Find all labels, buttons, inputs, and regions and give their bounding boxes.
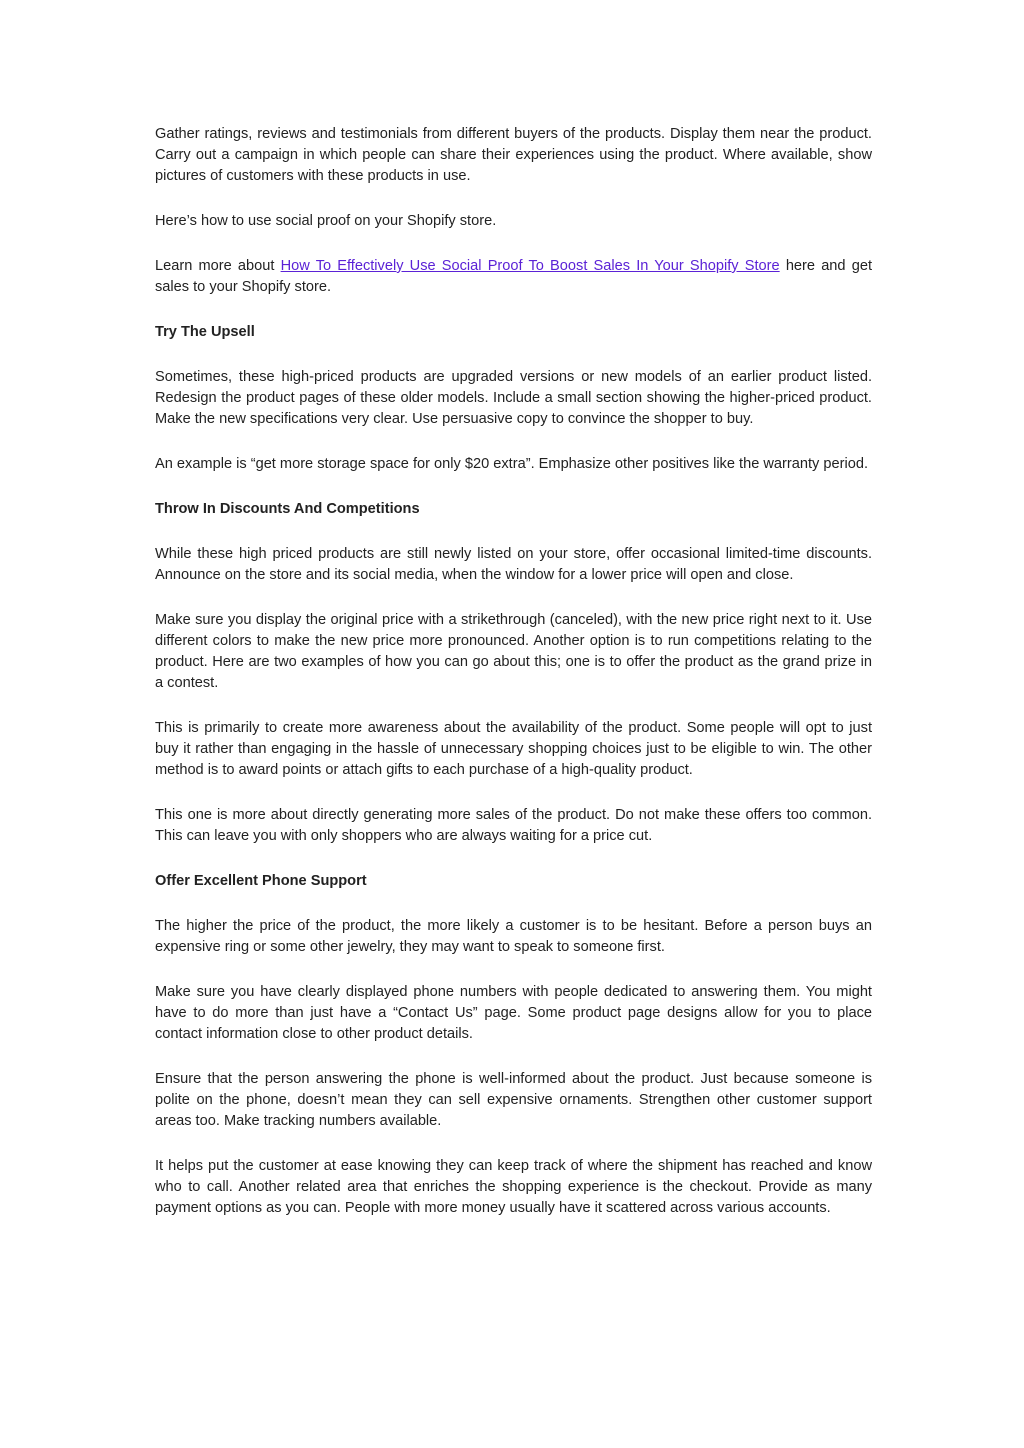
paragraph-hesitant-customer: The higher the price of the product, the more likely a customer is to be hesitant. Before a person buys an expensive ring or some other jewelry, they may want to speak to someone first. <box>155 918 872 955</box>
paragraph-upsell-example: An example is “get more storage space for only $20 extra”. Emphasize other positives like the warranty period. <box>155 456 869 472</box>
paragraph-awareness: This is primarily to create more awareness about the availability of the product. Some people will opt to just buy it rather than engaging in the hassle of unnecessary shopping choices just to be eligible to win. The other method is to award points or attach gifts to each purchase of a high-quality product. <box>155 720 872 778</box>
learn-more-prefix: Learn more about <box>155 258 281 274</box>
paragraph-offers-not-common: This one is more about directly generating more sales of the product. Do not make these offers too common. This can leave you with only shoppers who are always waiting for a price cut. <box>155 807 872 844</box>
paragraph-phone-numbers: Make sure you have clearly displayed phone numbers with people dedicated to answering them. You might have to do more than just have a “Contact Us” page. Some product page designs allow for you to place contact information close to other product details. <box>155 984 872 1042</box>
learn-more-suffix: here and get sales to your Shopify store. <box>155 258 872 295</box>
paragraph-strikethrough-price: Make sure you display the original price with a strikethrough (canceled), with the new price right next to it. Use different colors to make the new price more pronounced. Another option is to run competitions relating to the product. Here are two examples of how you can go about this; one is to offer the product as the grand prize in a contest. <box>155 612 872 691</box>
heading-discounts-competitions: Throw In Discounts And Competitions <box>155 501 420 517</box>
paragraph-social-proof-how: Here’s how to use social proof on your Shopify store. <box>155 213 497 229</box>
paragraph-ratings-reviews: Gather ratings, reviews and testimonials from different buyers of the products. Display them near the product. Carry out a campaign in which people can share their experiences using the product. Where available, show pictures of customers with these products in use. <box>155 126 872 184</box>
social-proof-article-link[interactable]: How To Effectively Use Social Proof To Boost Sales In Your Shopify Store <box>280 258 780 274</box>
document-body <box>155 124 872 1243</box>
heading-try-the-upsell: Try The Upsell <box>155 324 255 340</box>
paragraph-limited-time-discounts: While these high priced products are still newly listed on your store, offer occasional limited-time discounts. Announce on the store and its social media, when the window for a lower price will open and close. <box>155 546 872 583</box>
paragraph-well-informed: Ensure that the person answering the phone is well-informed about the product. Just because someone is polite on the phone, doesn’t mean they can sell expensive ornaments. Strengthen other customer support areas too. Make tracking numbers available. <box>155 1071 872 1129</box>
heading-phone-support: Offer Excellent Phone Support <box>155 873 367 889</box>
paragraph-learn-more <box>155 256 872 298</box>
paragraph-track-shipment: It helps put the customer at ease knowing they can keep track of where the shipment has reached and know who to call. Another related area that enriches the shopping experience is the checkout. Provide as many payment options as you can. People with more money usually have it scattered across various accounts. <box>155 1158 872 1216</box>
paragraph-upsell-redesign: Sometimes, these high-priced products are upgraded versions or new models of an earlier product listed. Redesign the product pages of these older models. Include a small section showing the higher-priced product. Make the new specifications very clear. Use persuasive copy to convince the shopper to buy. <box>155 369 872 427</box>
